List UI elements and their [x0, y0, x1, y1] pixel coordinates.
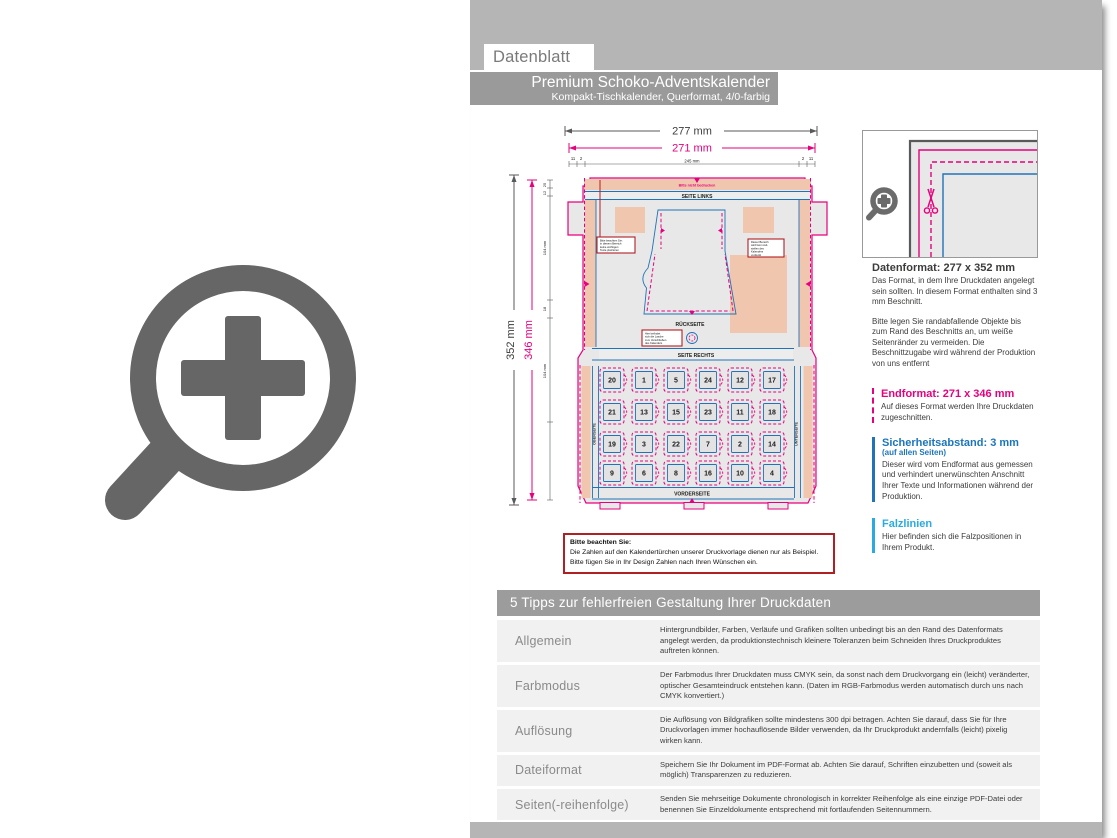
tip-label: Dateiformat	[515, 763, 582, 778]
tip-row	[497, 710, 1040, 752]
door-number: 6	[642, 470, 646, 478]
dim-271: 271 mm	[672, 142, 712, 155]
falzlinien-text: Hier befinden sich die Falzpositionen in Ihrem Produkt.	[882, 532, 1022, 552]
dim-346: 346 mm	[523, 320, 535, 360]
glue-column-left-lower	[582, 366, 591, 498]
glue-column-right-lower	[804, 366, 813, 498]
svg-text:11: 11	[808, 156, 814, 161]
note-box	[563, 533, 835, 574]
dimension-height-outer	[505, 175, 519, 505]
dimension-width-outer	[565, 126, 817, 138]
svg-text:keine wichtigen: keine wichtigen	[600, 245, 619, 249]
door-number: 7	[706, 441, 710, 449]
label-seite-rechts: SEITE RECHTS	[677, 352, 715, 359]
glue-column-left	[585, 200, 596, 347]
svg-text:18: 18	[542, 306, 547, 312]
door-number: 22	[672, 441, 680, 449]
svg-text:verdeckt: verdeckt	[751, 253, 762, 257]
svg-text:11: 11	[570, 156, 576, 161]
door-number: 9	[610, 470, 614, 478]
tip-row	[497, 665, 1040, 707]
svg-text:12: 12	[542, 190, 547, 196]
magnifier-plus-icon	[95, 252, 375, 532]
product-subtitle: Kompakt-Tischkalender, Querformat, 4/0-farbig	[551, 91, 770, 103]
door-number: 17	[768, 377, 776, 385]
bottom-gray-band	[470, 822, 1102, 838]
door-number: 24	[704, 377, 712, 385]
dim-352: 352 mm	[505, 320, 517, 360]
svg-text:in diesem Bereich: in diesem Bereich	[600, 242, 622, 246]
svg-text:wird beim Auf-: wird beim Auf-	[751, 244, 769, 248]
glue-note: Bitte nicht bedrucken	[678, 183, 716, 188]
section-sicherheitsabstand	[872, 437, 1038, 502]
svg-text:2: 2	[579, 156, 583, 161]
glue-patch	[743, 207, 774, 233]
svg-text:104 mm: 104 mm	[542, 363, 547, 379]
product-title: Premium Schoko-Adventskalender	[531, 74, 770, 91]
svg-text:Hier befindet: Hier befindet	[645, 332, 661, 336]
door-number: 3	[642, 441, 646, 449]
dim-277: 277 mm	[672, 125, 712, 138]
door-number: 15	[672, 409, 680, 417]
tip-label: Farbmodus	[515, 678, 581, 693]
label-left-flap: OBERSEITE	[592, 423, 597, 445]
sicherheitsabstand-subtitle: (auf allen Seiten)	[882, 448, 947, 458]
endformat-text: Auf dieses Format werden Ihre Druckdaten zugeschnitten.	[881, 402, 1034, 422]
section-datenformat	[872, 262, 1038, 369]
tip-label: Seiten(-reihenfolge)	[515, 797, 629, 812]
door-number: 14	[768, 441, 776, 449]
door-number: 20	[608, 377, 616, 385]
door-number: 8	[674, 470, 678, 478]
label-seite-links: SEITE LINKS	[681, 193, 713, 200]
label-rueckseite: RÜCKSEITE	[675, 322, 705, 328]
door-number: 13	[640, 409, 648, 417]
label-right-flap: UNTERSEITE	[794, 421, 799, 447]
tip-label: Auflösung	[515, 723, 573, 738]
glue-patch	[615, 207, 645, 233]
label-vorderseite: VORDERSEITE	[674, 491, 710, 498]
datenformat-text-1: Das Format, in dem Ihre Druckdaten angelegt sein sollten. In diesem Format enthalten sind 3 mm Beschnitt.	[872, 276, 1038, 307]
die-cut-drawing	[500, 118, 860, 510]
door-number: 12	[736, 377, 744, 385]
note-title: Bitte beachten Sie:	[570, 539, 632, 546]
tip-row	[497, 620, 1040, 662]
tip-text: Die Auflösung von Bildgrafiken sollte mindestens 300 dpi betragen. Achten Sie darauf, dass Sie für Ihre Druckvorlagen immer hochauflösende Bilder verwenden, da Ihr Druckprodukt andernfalls (leicht) pixelig wirken kann.	[660, 714, 1008, 745]
section-endformat	[872, 388, 1038, 423]
svg-text:Texte platzieren: Texte platzieren	[600, 249, 619, 253]
title-bar	[470, 72, 778, 105]
tip-text: Der Farbmodus Ihrer Druckdaten muss CMYK sein, da sonst nach dem Druckvorgang ein (leicht) veränderter, optischer Gesamteindruck entstehen kann. (Daten im RGB-Farbmodus werden automatisch durch uns nach CMYK konvertiert.)	[660, 669, 1030, 701]
tip-text: Senden Sie mehrseitige Dokumente chronologisch in korrekter Reihenfolge als eine einzige PDF-Datei oder benennen Sie Einzeldokumente entsprechend mit fortlaufenden Seitennummern.	[660, 793, 1023, 814]
svg-text:Bitte beachten Sie:: Bitte beachten Sie:	[600, 239, 623, 243]
door-number: 16	[704, 470, 712, 478]
note-body: Die Zahlen auf den Kalendertürchen unserer Druckvorlage dienen nur als Beispiel. Bitte fügen Sie in Ihr Design Zahlen nach Ihren Wünschen ein.	[570, 548, 819, 566]
dimension-height-inner	[523, 180, 537, 500]
dimension-left-small	[542, 180, 553, 500]
sicherheitsabstand-title: Sicherheitsabstand: 3 mm	[882, 437, 1019, 449]
door-number: 23	[704, 409, 712, 417]
glue-area-large	[730, 255, 787, 333]
door-number: 21	[608, 409, 616, 417]
door-number: 11	[736, 409, 744, 417]
svg-text:zum Verschließen: zum Verschließen	[645, 338, 667, 342]
svg-text:des Kalenders: des Kalenders	[645, 342, 663, 346]
plus-vertical	[225, 316, 261, 440]
annotation-box-left	[597, 237, 635, 253]
tip-text: Hintergrundbilder, Farben, Verläufe und Grafiken sollten unbedingt bis an den Rand des Datenformats angelegt werden, da produktionstechnisch kleinere Toleranzen beim Schneiden Ihres Druckproduktes auftreten können.	[660, 625, 1003, 656]
door-number: 1	[642, 377, 646, 385]
door-number: 5	[674, 377, 678, 385]
svg-text:104 mm: 104 mm	[542, 240, 547, 256]
tip-label: Allgemein	[515, 633, 572, 648]
svg-text:Kalenders: Kalenders	[751, 250, 764, 254]
annotation-box-right	[748, 239, 784, 257]
tip-row	[497, 789, 1040, 820]
door-number: 19	[608, 441, 616, 449]
zoom-detail-box	[862, 130, 1038, 258]
falzlinien-title: Falzlinien	[882, 518, 933, 530]
dimension-width-inner	[569, 143, 815, 155]
door-number: 18	[768, 409, 776, 417]
svg-text:245 mm: 245 mm	[684, 158, 700, 164]
endformat-title: Endformat: 271 x 346 mm	[881, 388, 1015, 400]
datenformat-title: Datenformat: 277 x 352 mm	[872, 262, 1016, 274]
sicherheitsabstand-text: Dieser wird vom Endformat aus gemessen und verhindert unerwünschten Anschnitt Ihrer Texte und Informationen während der Produktion.	[882, 459, 1034, 501]
datasheet-page	[470, 0, 1102, 838]
annotation-box-bottom	[642, 330, 682, 346]
datenblatt-label: Datenblatt	[484, 44, 594, 70]
section-falzlinien	[872, 518, 1038, 553]
corner-detail	[863, 131, 1037, 257]
tips-header: 5 Tipps zur fehlerfreien Gestaltung Ihrer Druckdaten	[497, 590, 1040, 616]
door-number: 10	[736, 470, 744, 478]
svg-text:stellen des: stellen des	[751, 247, 764, 251]
bottom-tab	[684, 503, 704, 510]
datenformat-text-2: Bitte legen Sie randabfallende Objekte bis zum Rand des Beschnitts an, um weiße Seitenränder zu vermeiden. Die Beschnittzugabe wird während der Produktion von uns entfernt	[872, 316, 1036, 368]
door-number: 2	[738, 441, 742, 449]
bottom-tab	[768, 503, 788, 510]
svg-text:Dieser Bereich: Dieser Bereich	[751, 241, 769, 244]
glue-column-right	[799, 200, 810, 347]
small-magnifier-plus-icon	[869, 190, 895, 218]
dimension-top-small	[569, 156, 815, 167]
tip-row	[497, 755, 1040, 786]
tips-table	[497, 620, 1040, 823]
svg-text:sich die Lasche: sich die Lasche	[645, 335, 664, 339]
svg-text:25: 25	[542, 182, 547, 188]
svg-text:2: 2	[801, 156, 805, 161]
tip-text: Speichern Sie Ihr Dokument im PDF-Format ab. Achten Sie darauf, Schriften einzubetten und (soweit als möglich) Transparenzen zu reduzieren.	[660, 759, 1013, 780]
die-cut-outline	[568, 178, 827, 503]
bottom-tab	[600, 503, 620, 510]
door-number: 4	[770, 470, 774, 478]
